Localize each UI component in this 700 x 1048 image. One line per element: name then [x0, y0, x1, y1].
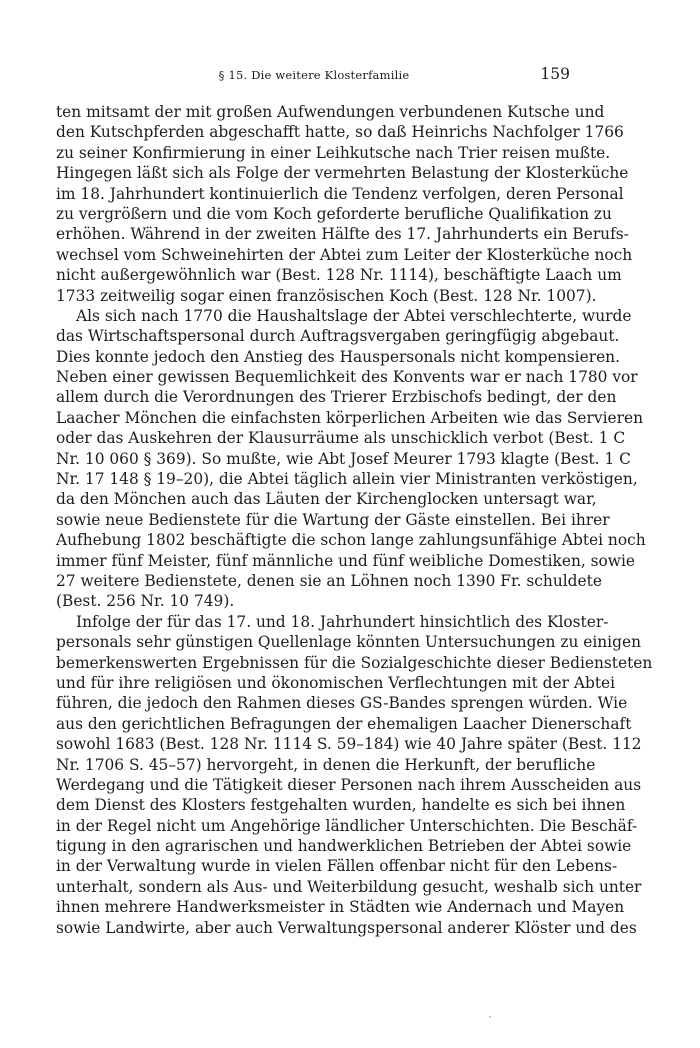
text-line: Als sich nach 1770 die Haushaltslage der Abtei verschlechterte, wurde: [76, 306, 632, 325]
text-line: sowohl 1683 (Best. 128 Nr. 1114 S. 59–184) wie 40 Jahre später (Best. 112: [56, 735, 642, 754]
text-line: zu seiner Konfirmierung in einer Leihkutsche nach Trier reisen mußte.: [56, 143, 611, 162]
text-line: ihnen mehrere Handwerksmeister in Städten wie Andernach und Mayen: [56, 898, 625, 917]
text-line: personals sehr günstigen Quellenlage könnten Untersuchungen zu einigen: [56, 633, 641, 652]
text-line: da den Mönchen auch das Läuten der Kirchenglocken untersagt war,: [56, 490, 597, 509]
text-line: oder das Auskehren der Klausurräume als unschicklich verbot (Best. 1 C: [56, 429, 626, 448]
text-line: Werdegang und die Tätigkeit dieser Personen nach ihrem Ausscheiden aus: [56, 775, 642, 794]
body-text: [56, 102, 653, 938]
text-line: Nr. 1706 S. 45–57) hervorgeht, in denen die Herkunft, der berufliche: [56, 755, 596, 774]
paragraph-1: [56, 102, 633, 306]
text-line: und für ihre religiösen und ökonomischen Verflechtungen mit der Abtei: [56, 673, 616, 692]
text-line: Hingegen läßt sich als Folge der vermehrten Belastung der Klosterküche: [56, 164, 629, 183]
running-head: § 15. Die weitere Klosterfamilie: [218, 68, 410, 82]
text-line: führen, die jedoch den Rahmen dieses GS-Bandes sprengen würden. Wie: [56, 694, 628, 713]
text-line: sowie Landwirte, aber auch Verwaltungspersonal anderer Klöster und des: [56, 918, 637, 937]
text-line: Aufhebung 1802 beschäftigte die schon lange zahlungsunfähige Abtei noch: [56, 531, 646, 550]
page-header: [58, 66, 570, 86]
text-line: erhöhen. Während in der zweiten Hälfte des 17. Jahrhunderts ein Berufs-: [56, 225, 629, 244]
text-line: Nr. 10 060 § 369). So mußte, wie Abt Josef Meurer 1793 klagte (Best. 1 C: [56, 449, 631, 468]
text-line: unterhalt, sondern als Aus- und Weiterbildung gesucht, weshalb sich unter: [56, 877, 642, 896]
text-line: im 18. Jahrhundert kontinuierlich die Tendenz verfolgen, deren Personal: [56, 184, 624, 203]
text-line: Nr. 17 148 § 19–20), die Abtei täglich allein vier Ministranten verköstigen,: [56, 470, 638, 489]
text-line: Dies konnte jedoch den Anstieg des Hauspersonals nicht kompensieren.: [56, 347, 620, 366]
text-line: (Best. 256 Nr. 10 749).: [56, 592, 235, 611]
paragraph-3: [56, 612, 653, 938]
text-line: immer fünf Meister, fünf männliche und fünf weibliche Domestiken, sowie: [56, 551, 636, 570]
text-line: das Wirtschaftspersonal durch Auftragsvergaben geringfügig abgebaut.: [56, 327, 620, 346]
text-line: bemerkenswerten Ergebnissen für die Sozialgeschichte dieser Bediensteten: [56, 653, 653, 672]
text-line: in der Regel nicht um Angehörige ländlicher Unterschichten. Die Beschäf-: [56, 816, 638, 835]
paper-speck: [489, 1016, 491, 1018]
text-line: Laacher Mönchen die einfachsten körperlichen Arbeiten wie das Servieren: [56, 408, 643, 427]
text-line: dem Dienst des Klosters festgehalten wurden, handelte es sich bei ihnen: [56, 796, 626, 815]
paragraph-2: [56, 306, 646, 612]
text-line: wechsel vom Schweinehirten der Abtei zum Leiter der Klosterküche noch: [56, 245, 633, 264]
text-line: nicht außergewöhnlich war (Best. 128 Nr. 1114), beschäftigte Laach um: [56, 266, 622, 285]
text-line: sowie neue Bedienstete für die Wartung der Gäste einstellen. Bei ihrer: [56, 510, 610, 529]
text-line: zu vergrößern und die vom Koch geforderte berufliche Qualifikation zu: [56, 204, 612, 223]
text-line: den Kutschpferden abgeschafft hatte, so daß Heinrichs Nachfolger 1766: [56, 123, 624, 142]
text-line: 27 weitere Bedienstete, denen sie an Löhnen noch 1390 Fr. schuldete: [56, 571, 602, 590]
text-line: aus den gerichtlichen Befragungen der ehemaligen Laacher Dienerschaft: [56, 714, 632, 733]
text-line: Neben einer gewissen Bequemlichkeit des Konvents war er nach 1780 vor: [56, 368, 638, 387]
text-line: allem durch die Verordnungen des Trierer Erzbischofs bedingt, der den: [56, 388, 617, 407]
text-line: ten mitsamt der mit großen Aufwendungen verbundenen Kutsche und: [56, 103, 605, 121]
text-line: Infolge der für das 17. und 18. Jahrhundert hinsichtlich des Kloster-: [76, 612, 609, 631]
text-line: in der Verwaltung wurde in vielen Fällen offenbar nicht für den Lebens-: [56, 857, 618, 876]
page-number: 159: [540, 65, 570, 83]
text-line: tigung in den agrarischen und handwerklichen Betrieben der Abtei sowie: [56, 837, 632, 856]
text-line: 1733 zeitweilig sogar einen französischen Koch (Best. 128 Nr. 1007).: [56, 286, 597, 305]
